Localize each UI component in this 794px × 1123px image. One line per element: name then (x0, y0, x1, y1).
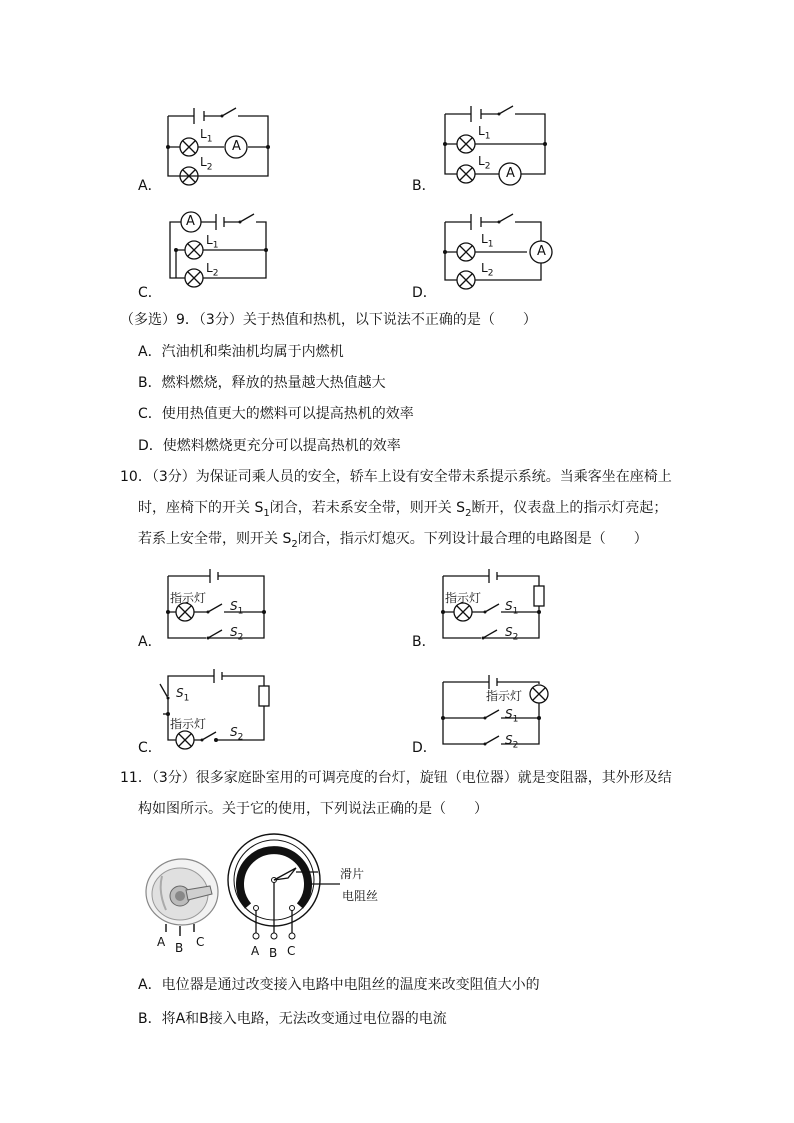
question-9-option-b[interactable]: B．燃料燃烧，释放的热量越大热值越大 (138, 375, 386, 391)
l-sub: 1 (487, 239, 494, 250)
question-10-line-3 (138, 529, 648, 555)
line-text: 若系上安全带，则开关 S (138, 531, 292, 547)
l-text: L (206, 233, 213, 247)
option-10c[interactable]: C． (138, 740, 162, 756)
option-8b[interactable]: B． (412, 178, 436, 194)
circuit-8c (166, 206, 286, 296)
option-10a[interactable]: A． (138, 634, 162, 650)
line-text: 时，座椅下的开关 S (138, 500, 264, 516)
question-9-option-d[interactable]: D．使燃料燃烧更充分可以提高热机的效率 (138, 438, 401, 454)
option-10b[interactable]: B． (412, 634, 436, 650)
s-sub: 1 (237, 606, 244, 617)
structure-pin-b: B (269, 946, 278, 960)
circuit-8c-ammeter: A (186, 214, 195, 229)
l-text: L (200, 155, 207, 169)
circuit-8b-l2 (478, 151, 490, 176)
exterior-pin-a: A (157, 935, 166, 949)
circuit-10d-lamp-label: 指示灯 (486, 689, 523, 703)
option-8c[interactable]: C． (138, 285, 162, 301)
circuit-8b (437, 98, 557, 188)
s-text: S (230, 599, 238, 613)
question-10-line-2 (138, 498, 667, 524)
s-sub: 1 (183, 693, 190, 704)
option-10d[interactable]: D． (412, 740, 437, 756)
line-text: 闭合，指示灯熄灭。下列设计最合理的电路图是（ ） (297, 531, 648, 547)
exterior-pin-b: B (175, 941, 184, 955)
question-11-option-b[interactable]: B．将A和B接入电路，无法改变通过电位器的电流 (138, 1011, 447, 1027)
circuit-10c (164, 666, 274, 752)
s-sub: 2 (291, 538, 298, 550)
l-sub: 1 (484, 131, 491, 142)
s-text: S (505, 733, 513, 747)
line-text: 闭合，若未系安全带，则开关 S (269, 500, 466, 516)
l-sub: 2 (487, 268, 494, 279)
circuit-10c-lamp-label: 指示灯 (170, 717, 207, 731)
circuit-10c-s2 (230, 722, 243, 747)
circuit-8c-l1 (206, 230, 218, 255)
circuit-10b-s2 (505, 622, 518, 647)
circuit-8a (160, 100, 280, 190)
s-sub: 1 (263, 507, 270, 519)
l-sub: 2 (212, 268, 219, 279)
circuit-10a-s1 (230, 596, 243, 621)
exterior-pin-c: C (196, 935, 205, 949)
l-text: L (200, 127, 207, 141)
s-text: S (230, 625, 238, 639)
structure-pin-a: A (251, 944, 260, 958)
l-sub: 1 (212, 240, 219, 251)
question-11-option-a[interactable]: A．电位器是通过改变接入电路中电阻丝的温度来改变阻值大小的 (138, 977, 540, 993)
l-text: L (206, 261, 213, 275)
circuit-10a-s2 (230, 622, 243, 647)
s-text: S (505, 625, 513, 639)
l-sub: 2 (206, 162, 213, 173)
s-text: S (176, 686, 184, 700)
circuit-10d (439, 672, 559, 752)
circuit-10d-s1 (505, 704, 518, 729)
s-text: S (230, 725, 238, 739)
s-text: S (505, 599, 513, 613)
l-text: L (478, 124, 485, 138)
circuit-8d-l1 (481, 229, 493, 254)
question-9-option-c[interactable]: C．使用热值更大的燃料可以提高热机的效率 (138, 406, 414, 422)
l-text: L (481, 232, 488, 246)
question-10-line-1: 10．（3分）为保证司乘人员的安全，轿车上设有安全带未系提示系统。当乘客坐在座椅上 (120, 469, 672, 485)
circuit-8b-l1 (478, 121, 490, 146)
s-sub: 2 (465, 507, 472, 519)
slider-label: 滑片 (340, 867, 365, 881)
circuit-8a-l1 (200, 124, 212, 149)
l-text: L (478, 154, 485, 168)
circuit-8a-l2 (200, 152, 212, 177)
option-8d[interactable]: D． (412, 285, 437, 301)
circuit-10b-lamp-label: 指示灯 (445, 591, 482, 605)
circuit-8b-ammeter: A (506, 166, 515, 181)
l-sub: 2 (484, 161, 491, 172)
s-sub: 1 (512, 606, 519, 617)
circuit-10b-s1 (505, 596, 518, 621)
option-8a[interactable]: A． (138, 178, 162, 194)
l-text: L (481, 261, 488, 275)
question-11-line-1: 11．（3分）很多家庭卧室用的可调亮度的台灯，旋钮（电位器）就是变阻器，其外形及结 (120, 770, 672, 786)
circuit-8c-l2 (206, 258, 218, 283)
resistance-wire-label: 电阻丝 (342, 889, 379, 903)
l-sub: 1 (206, 134, 213, 145)
potentiometer-exterior-figure (140, 850, 225, 950)
circuit-8d (437, 206, 567, 296)
circuit-10c-s1 (176, 683, 189, 708)
s-sub: 2 (237, 732, 244, 743)
circuit-8d-ammeter: A (537, 244, 546, 259)
s-sub: 2 (512, 632, 519, 643)
circuit-8d-l2 (481, 258, 493, 283)
question-11-line-2: 构如图所示。关于它的使用，下列说法正确的是（ ） (138, 801, 488, 817)
s-text: S (505, 707, 513, 721)
circuit-10a-lamp-label: 指示灯 (170, 591, 207, 605)
circuit-10d-s2 (505, 730, 518, 755)
s-sub: 1 (512, 714, 519, 725)
structure-pin-c: C (287, 944, 296, 958)
s-sub: 2 (512, 740, 519, 751)
question-9-option-a[interactable]: A．汽油机和柴油机均属于内燃机 (138, 344, 344, 360)
question-9-stem: （多选）9．（3分）关于热值和热机，以下说法不正确的是（ ） (120, 312, 537, 328)
line-text: 断开，仪表盘上的指示灯亮起； (471, 500, 668, 516)
s-sub: 2 (237, 632, 244, 643)
circuit-8a-ammeter: A (232, 139, 241, 154)
